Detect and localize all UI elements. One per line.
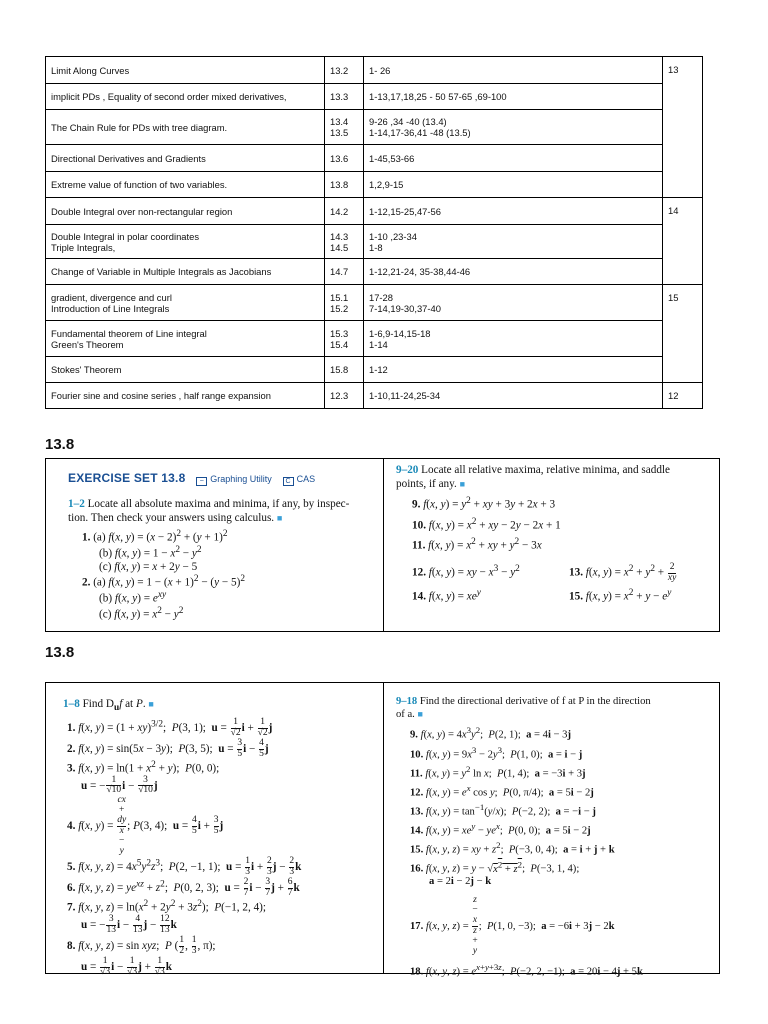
section-label-2: 13.8 [45,644,75,661]
cell-section: 15.1 15.2 [325,285,364,321]
cell-section: 12.3 [325,383,364,409]
cas-icon: C [283,477,294,486]
cell-topic: Limit Along Curves [46,57,325,84]
table-row [46,357,703,383]
cell-topic: Stokes' Theorem [46,357,325,383]
box2-right-column: 9–18 Find the directional derivative of f at P in the direction of a. ■ 9. f(x, $y) = 4x^3y^2$; P(2, 1); a = 4i − 3j 10. f(x, $y) = 9x^3 - 2y^3$; P(1, 0); a = i − j 11. f(x, $y) = y^2$ ln x; P(1, 4); a = −3i + 3j 12. f(x, $y) = e^x$ cos y; P(0, π/4); a = 5i − 2j 13. f(x, $y) = \tan^{-1}(y/x)$; P(−2, 2); a = −i − j 14. f(x, $y) = xe^y - ye^x$; P(0, 0); a = 5i − 2j 15. f(x, y, z) = xy + $z^2$; P(−3, 0, 4); a = i + j + k 16. f(x, y, $z) = y - √x^2 + z^2$; P(−3, 1, 4); a = 2i − 2j − k 17. f(x, y, z) = z − x z + y ; P(1, 0, −3); a = −6i + 3j − 2k 18. f(x, y, $z) = e^{x+y+3z}$; P(−2, 2, −1); a = 20i − 4j + 5k [396,683,718,973]
problem-7: 7. f(x, y, $z) = \ln(x^2 + 2y^2 + 3z^2)$; P(−1, 2, 4); [67,899,267,914]
graphing-utility-icon: ~ [196,477,207,486]
cell-problems: 1-12,15-25,47-56 [364,198,663,225]
cell-problems: 9-26 ,34 -40 (13.4) 1-14,17-36,41 -48 (13.5) [364,110,663,145]
column-divider [383,683,384,973]
problem-12: 12. f(x, y) = xy − $x^3 - y^2$ [412,563,520,579]
cell-topic: Extreme value of function of two variables. [46,172,325,198]
table-row [46,383,703,409]
problem-8: 8. f(x, y, z) = sin xyz; P ( $\frac{1}{2}$ , $\frac{1}{3}$ , π); [67,934,216,956]
cell-section: 15.8 [325,357,364,383]
problem-1: 1. f(x, y) = (1 + xy)$^{3/2}$; P(3, 1); u = $\frac{1}{√2}$ i + $\frac{1}{√2}$ j [67,716,273,738]
cell-topic: implicit PDs , Equality of second order mixed derivatives, [46,84,325,110]
problem-9: 9. f(x, $y) = 4x^3y^2$; P(2, 1); a = 4i − 3j [410,725,572,741]
problem-11: 11. f(x, $y) = y^2$ ln x; P(1, 4); a = −3i + 3j [410,763,586,780]
problem-12: 12. f(x, $y) = e^x$ cos y; P(0, π/4); a = 5i − 2j [410,782,594,799]
cell-topic: Directional Derivatives and Gradients [46,145,325,172]
cell-problems: 1- 26 [364,57,663,84]
cell-topic: Double Integral in polar coordinates Triple Integrals, [46,225,325,259]
cell-problems: 1-12,21-24, 35-38,44-46 [364,259,663,285]
cell-week: 12 [663,383,703,409]
section-label-1: 13.8 [45,436,75,453]
cell-topic: Fourier sine and cosine series , half range expansion [46,383,325,409]
box1-left-column [68,459,378,631]
problem-15: 15. f(x, y, z) = xy + $z^2$; P(−3, 0, 4); a = i + j + k [410,840,615,856]
square-bullet-icon: ■ [276,513,283,523]
cell-problems: 1-10,11-24,25-34 [364,383,663,409]
problem-13: 13. f(x, $y) = x^2 + y^2$ + $\frac{2}{xy}$ [569,561,677,583]
table-row [46,225,703,259]
problem-10: 10. f(x, $y) = 9x^3 - 2y^3$; P(1, 0); a = i − j [410,744,583,761]
problem-13: 13. f(x, $y) = \tan^{-1}(y/x)$; P(−2, 2); a = −i − j [410,801,596,818]
cas-label: C CAS [283,474,316,484]
problem-2: 2. f(x, y) = sin(5x − 3y); P(3, 5); u = $\frac{3}{5}$ i − $\frac{4}{5}$ j [67,737,269,759]
problem-6: 6. f(x, y, $z) = ye^{xz} + z^2$; P(0, 2, 3); u = $\frac{2}{7}$ i − $\frac{3}{7}$ j + $\frac{6}{7}$ k [67,877,300,899]
box1-right-instructions: 9–20 Locate all relative maxima, relative minima, and saddle points, if any. ■ [396,464,670,490]
cell-problems: 1-12 [364,357,663,383]
problem-16: 16. f(x, y, $z) = y - √x^2 + z^2$; P(−3, 1, 4); [410,859,580,875]
table-row [46,321,703,357]
cell-topic: The Chain Rule for PDs with tree diagram. [46,110,325,145]
problem-15: 15. f(x, $y) = x^2 + y - e^y$ [569,587,672,603]
box1-right-column [396,459,718,631]
cell-week: 14 [663,198,703,285]
problem-14: 14. f(x, $y) = xe^y$ [412,587,481,603]
problem-11: 11. f(x, $y) = x^2$ + xy + $y^2 - 3x$ [412,537,542,553]
problem-9: 9. f(x, $y) = y^2$ + xy + 3y + 2x + 3 [412,496,556,511]
cell-section: 13.6 [325,145,364,172]
cell-topic: Change of Variable in Multiple Integrals as Jacobians [46,259,325,285]
cell-section: 14.2 [325,198,364,225]
cell-section: 13.2 [325,57,364,84]
column-divider [383,459,384,631]
box2-right-instructions: 9–18 Find the directional derivative of f at P in the direction of a. ■ [396,696,651,721]
problem-5: 5. f(x, y, $z) = 4x^5y^2z^3$; P(2, −1, 1); u = $\frac{1}{3}$ i + $\frac{2}{3}$ j − $\frac{2}{3}$ k [67,856,302,878]
cell-section: 13.3 [325,84,364,110]
table-row [46,198,703,225]
syllabus-table [45,56,703,409]
cell-topic: Fundamental theorem of Line integral Green's Theorem [46,321,325,357]
cell-problems: 1-13,17,18,25 - 50 57-65 ,69-100 [364,84,663,110]
cell-problems: 1-10 ,23-34 1-8 [364,225,663,259]
cell-section: 15.3 15.4 [325,321,364,357]
problem-3: 3. f(x, $y) = \ln(1 + x^2 + y)$; P(0, 0); [67,759,220,775]
cell-section: 14.7 [325,259,364,285]
cell-topic: Double Integral over non-rectangular region [46,198,325,225]
table-row [46,145,703,172]
exercise-title: EXERCISE SET 13.8 [68,471,186,485]
cell-topic: gradient, divergence and curl Introduction of Line Integrals [46,285,325,321]
box2-left-instructions: 1–8 Find $D_uf$ at P. ■ [63,698,154,714]
cell-section: 14.3 14.5 [325,225,364,259]
table-row [46,57,703,84]
exercise-set-box-1 [45,458,720,632]
table-row [46,172,703,198]
cell-problems: 1-6,9-14,15-18 1-14 [364,321,663,357]
problem-18: 18. f(x, y, $z) = e^{x+y+3z}$; P(−2, 2, −1); a = 20i − 4j + 5k [410,961,643,978]
graphing-utility-label: ~ Graphing Utility [196,474,272,484]
cell-week: 13 [663,57,703,198]
cell-section: 13.4 13.5 [325,110,364,145]
box2-left-column: 1–8 Find $D_uf$ at P. ■ 1. f(x, y) = (1 + xy)$^{3/2}$; P(3, 1); u = $\frac{1}{√2}$ i + $\frac{1}{√2}$ j 2. f(x, y) = sin(5x − 3y); P(3, 5); u = $\frac{3}{5}$ i − $\frac{4}{5}$ j 3. f(x, $y) = \ln(1 + x^2 + y)$; P(0, 0); u = − $\frac{1}{√10}$ i − $\frac{3}{√10}$ j 4. f(x, y) = cx + dy x − y ; P(3, 4); u = $\frac{4}{5}$ i + $\frac{3}{5}$ j 5. f(x, y, $z) = 4x^5y^2z^3$; P(2, −1, 1); u = $\frac{1}{3}$ i + $\frac{2}{3}$ j − $\frac{2}{3}$ k 6. f(x, y, $z) = ye^{xz} + z^2$; P(0, 2, 3); u = $\frac{2}{7}$ i − $\frac{3}{7}$ j + $\frac{6}{7}$ k 7. f(x, y, $z) = \ln(x^2 + 2y^2 + 3z^2)$; P(−1, 2, 4); u = − $\frac{3}{13}$ i − $\frac{4}{13}$ j − $\frac{12}{13}$ k 8. f(x, y, z) = sin xyz; P ( $\frac{1}{2}$ , $\frac{1}{3}$ , π); u = $\frac{1}{√3}$ i − $\frac{1}{√3}$ j + $\frac{1}{√3}$ k [63,683,379,973]
problem-4: 4. f(x, y) = cx + dy x − y ; P(3, 4); u = $\frac{4}{5}$ i + $\frac{3}{5}$ j [67,795,224,857]
table-row [46,285,703,321]
exercise-set-box-2 [45,682,720,978]
cell-problems: 1,2,9-15 [364,172,663,198]
cell-problems: 17-28 7-14,19-30,37-40 [364,285,663,321]
table-row [46,259,703,285]
problem-10: 10. f(x, $y) = x^2$ + xy − 2y − 2x + 1 [412,516,561,532]
box1-left-instructions: 1–2 Locate all absolute maxima and minima, if any, by inspec- tion. Then check your answers using calculus. ■ [68,498,350,524]
table-row [46,110,703,145]
table-row [46,84,703,110]
problem-2: 2. (a) f(x, $y) = 1 - (x + 1)^2 - (y - 5)^2$ (b) f(x, $y) = e^{xy}$ (c) f(x, $y) = x^2 - y^2$ [82,574,246,621]
problem-17: 17. f(x, y, z) = z − x z + y ; P(1, 0, −3); a = −6i + 3j − 2k [410,894,615,956]
problem-14: 14. f(x, $y) = xe^y - ye^x$; P(0, 0); a = 5i − 2j [410,820,591,837]
cell-problems: 1-45,53-66 [364,145,663,172]
problem-1: 1. (a) f(x, $y) = (x - 2)^2 + (y + 1)^2$ (b) f(x, $y) = 1 - x^2 - y^2$ (c) f(x, y) = x + 2y − 5 [82,529,228,574]
cell-section: 13.8 [325,172,364,198]
cell-week: 15 [663,285,703,383]
